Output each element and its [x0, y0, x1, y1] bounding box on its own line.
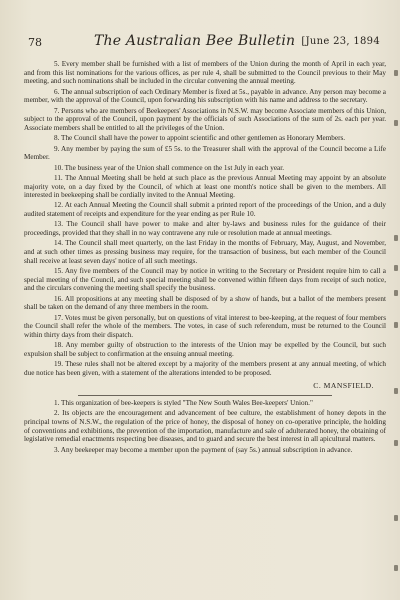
- article-body: [24, 60, 386, 454]
- rule-paragraph: 17. Votes must be given personally, but on questions of vital interest to bee-keeping, at the request of four members the Council shall refer the whole of the members. The votes, in case of such referendum, must be returned to the Council within thirty days from their dispatch.: [24, 313, 386, 339]
- constitution-paragraph: 3. Any beekeeper may become a member upon the payment of (say 5s.) annual subscription in advance.: [54, 445, 353, 454]
- constitution-paragraph: 2. Its objects are the encouragement and advancement of bee culture, the establishment of honey depots in the principal towns of N.S.W., the regulation of the price of honey, the disposal of honey on co-operative principle, the holding of conventions and exhibitions, the prevention of the importation, manufacture and sale of adulterated honey, the obtaining of legislative remedial enactments respecting bee diseases, and to guard and secure the best interest in all apicultural matters.: [24, 409, 386, 444]
- margin-mark: [394, 120, 398, 126]
- page-number: 78: [28, 36, 42, 49]
- rule-paragraph: 19. These rules shall not be altered except by a majority of the members present at any annual meeting, of which due notice has been given, with a statement of the alterations intended to be proposed.: [24, 360, 386, 377]
- rule-paragraph: 8. The Council shall have the power to appoint scientific and other gentlemen as Honorary Members.: [54, 134, 346, 143]
- rule-paragraph: 5. Every member shall be furnished with a list of members of the Union during the month of April in each year, and from this list nominations for the various offices, as per rule 4, shall be submitted to the Council previous to their May meeting, and such nominations shall be included in the circular convening the annual meeting.: [24, 60, 386, 86]
- rule-paragraph: 7. Persons who are members of Beekeepers' Associations in N.S.W. may become Associate members of this Union, subject to the approval of the Council, upon payment by the officials of such Associations of the sum of 2s. each per year. Associate members shall be entitled to all the privileges of the Union.: [24, 106, 386, 132]
- rule-paragraph: 15. Any five members of the Council may by notice in writing to the Secretary or President require him to call a special meeting of the Council, and such special meeting shall be convened within fifteen days from receipt of such notice, and the circulars convening the meeting shall specify the business.: [24, 267, 386, 293]
- margin-mark: [394, 290, 398, 296]
- margin-mark: [394, 388, 398, 394]
- rule-paragraph: 10. The business year of the Union shall commence on the 1st July in each year.: [54, 163, 285, 172]
- rule-paragraph: 9. Any member by paying the sum of £5 5s. to the Treasurer shall with the approval of the Council become a Life Member.: [24, 144, 386, 162]
- rule-paragraph: 14. The Council shall meet quarterly, on the last Friday in the months of February, May, August, and November, and at such other times as pressing business may require, for the transaction of business, but each member of the Council shall receive at least seven days' notice of all such meetings.: [24, 239, 386, 265]
- margin-mark: [394, 440, 398, 446]
- margin-mark: [394, 322, 398, 328]
- rule-paragraph: 18. Any member guilty of obstruction to the interests of the Union may be expelled by the Council, but such expulsion shall be subject to confirmation at the ensuing annual meeting.: [24, 341, 386, 358]
- rule-paragraph: 11. The Annual Meeting shall be held at such place as the previous Annual Meeting may appoint by an absolute majority vote, on a day fixed by the Council, of which at least one month's notice shall be given to the members. All interested in beekeeping shall be cordially invited to the Annual Meeting.: [24, 173, 386, 200]
- margin-mark: [394, 265, 398, 271]
- rule-paragraph: 6. The annual subscription of each Ordinary Member is fixed at 5s., payable in advance. Any person may become a member, with the approval of the Council, upon forwarding his subscription with his name and address to the secretary.: [24, 87, 386, 105]
- section-divider: [78, 395, 331, 396]
- margin-mark: [394, 235, 398, 241]
- margin-mark: [394, 565, 398, 571]
- page-header: [24, 34, 386, 52]
- author-signature: C. MANSFIELD.: [313, 381, 374, 391]
- margin-mark: [394, 515, 398, 521]
- constitution-paragraph: 1. This organization of bee-keepers is styled "The New South Wales Bee-keepers' Union.": [54, 398, 313, 407]
- margin-mark: [394, 70, 398, 76]
- publication-title: The Australian Bee Bulletin: [94, 33, 296, 49]
- margin-ink-marks: [390, 60, 398, 580]
- rule-paragraph: 12. At each Annual Meeting the Council shall submit a printed report of the proceedings of the Union, and a duly audited statement of receipts and expenditure for the year ending as per Rule 10.: [24, 201, 386, 219]
- rule-paragraph: 13. The Council shall have power to make and alter by-laws and business rules for the guidance of their proceedings, provided that they shall in no way contravene any rule or resolution made at annual meetings.: [24, 220, 386, 238]
- issue-date: [June 23, 1894: [301, 36, 380, 47]
- rule-paragraph: 16. All propositions at any meeting shall be disposed of by a show of hands, but a ballot of the members present shall be taken on the demand of any three members in the room.: [24, 294, 386, 312]
